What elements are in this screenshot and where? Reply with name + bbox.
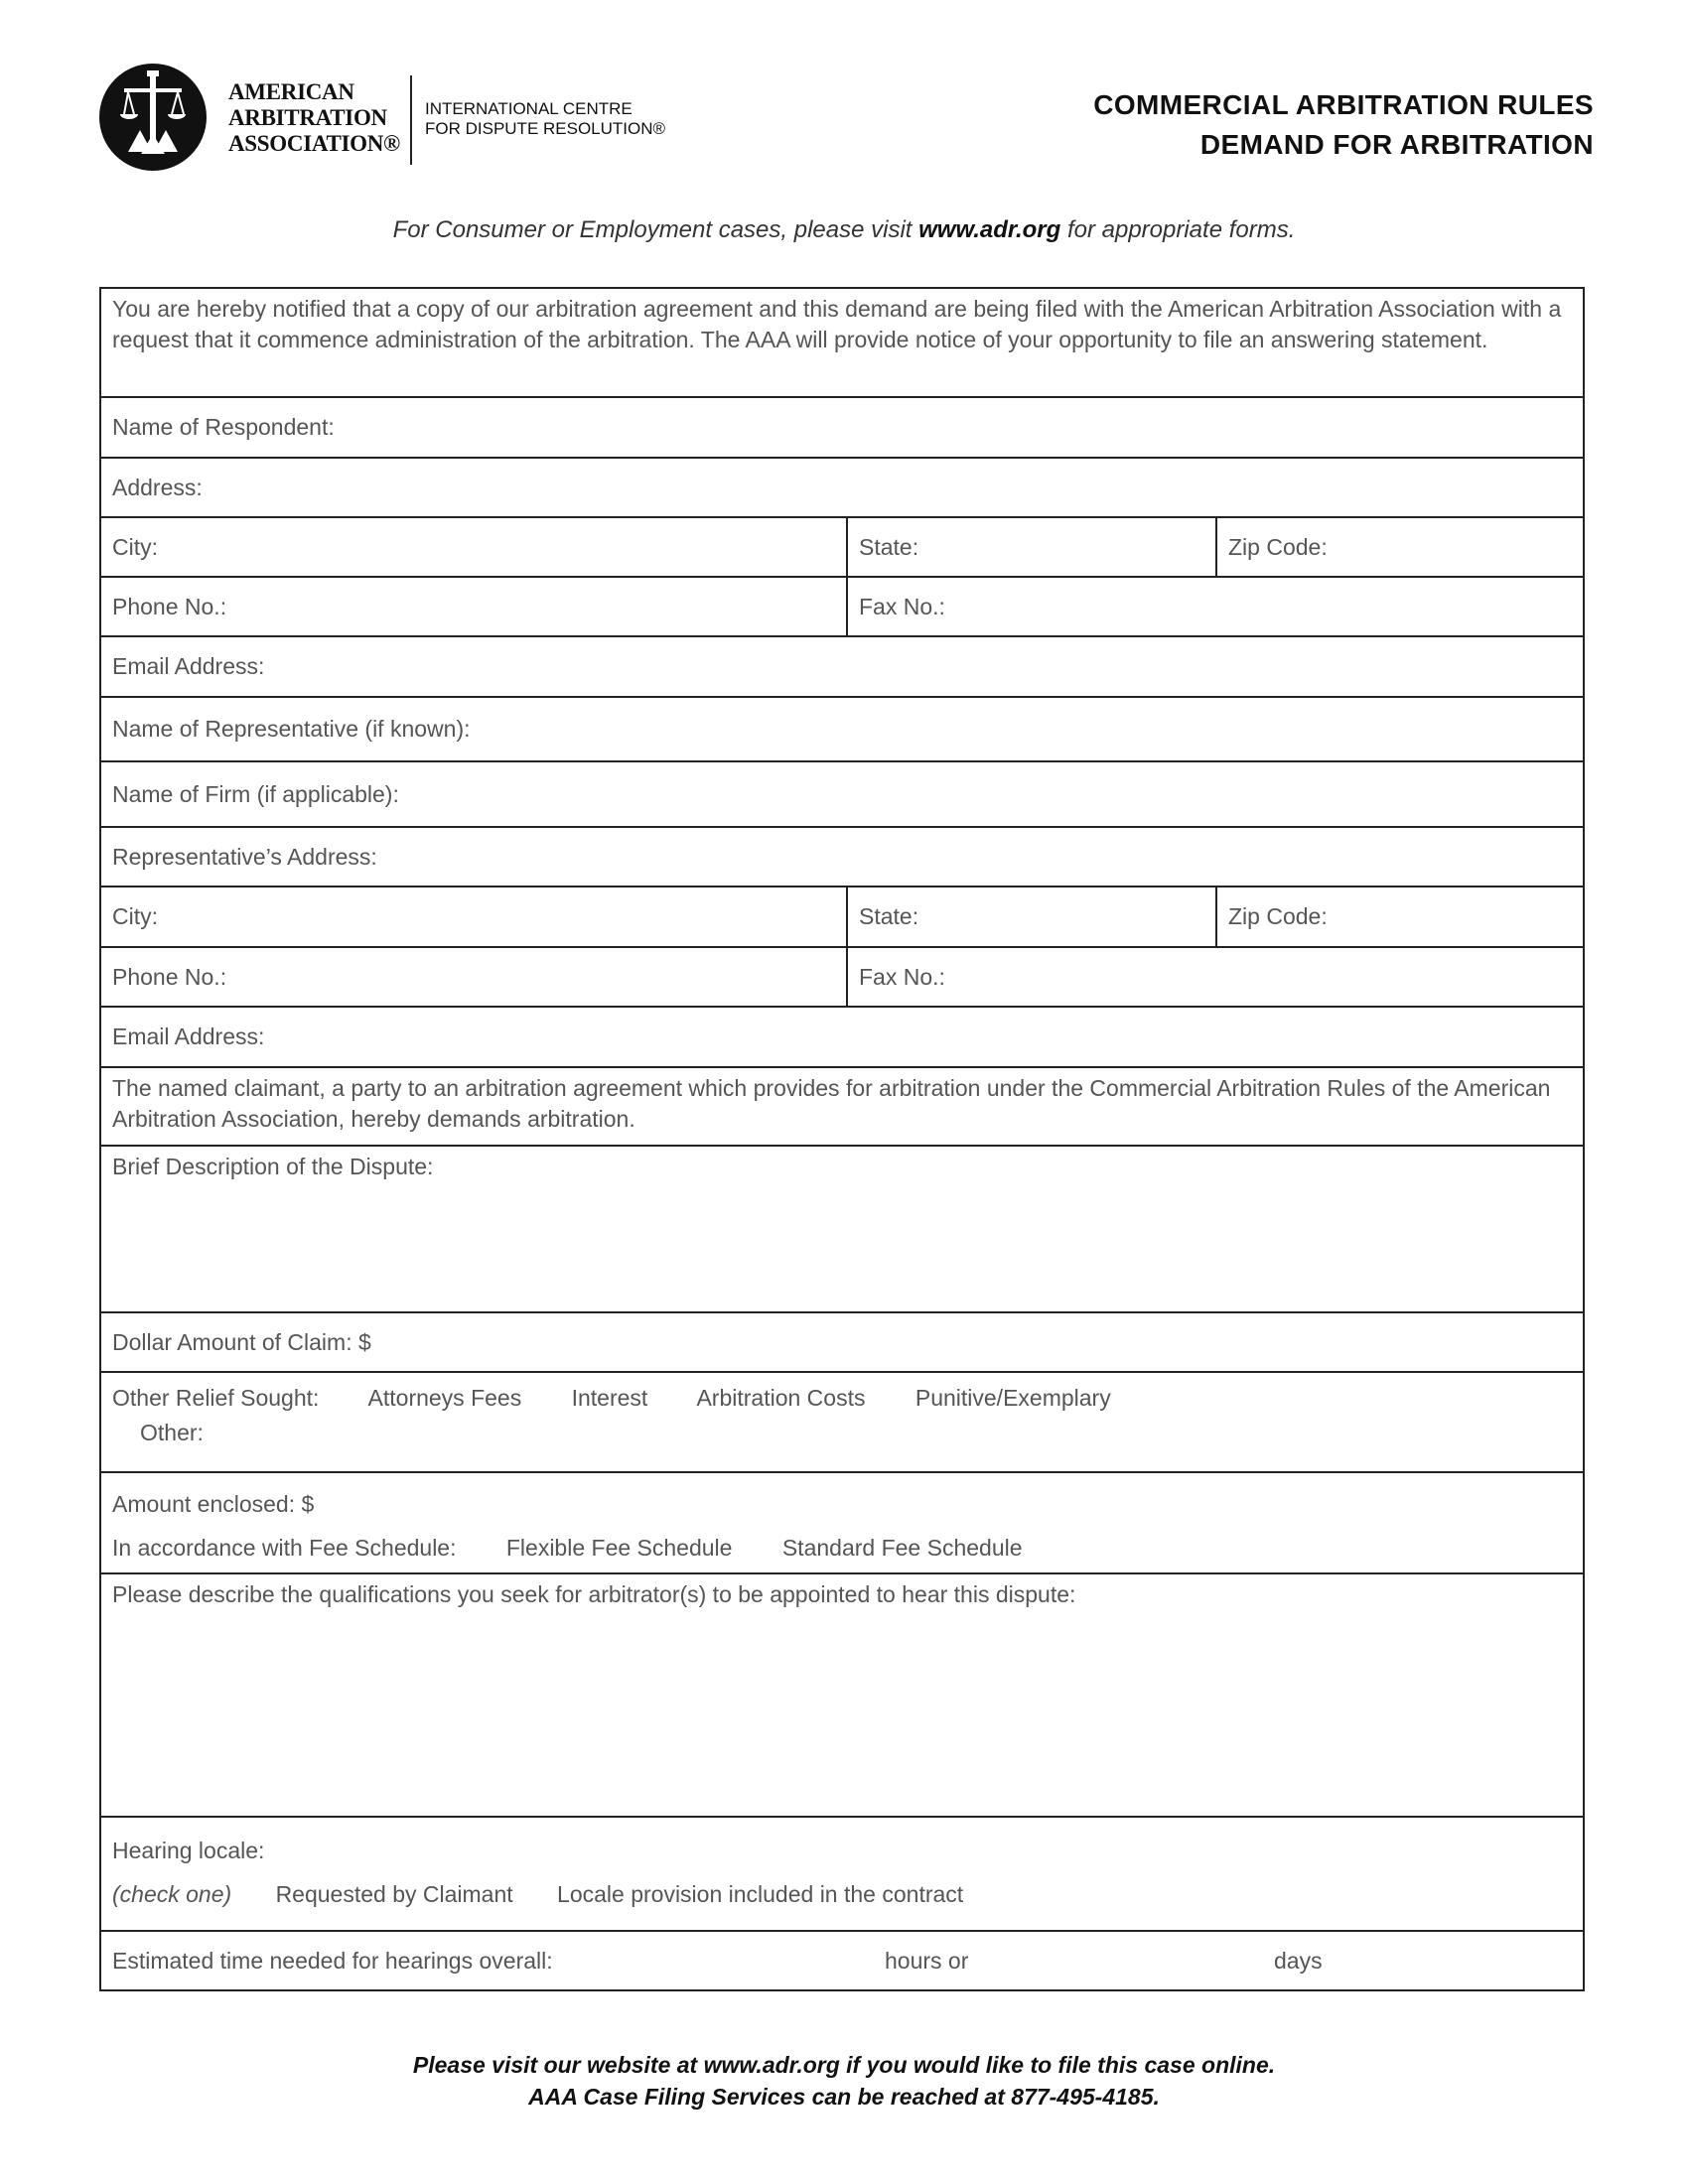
filing-services-contact: AAA Case Filing Services can be reached at 877-495-4185.: [528, 2084, 1160, 2110]
representative-phone-field[interactable]: Phone No.:: [112, 963, 227, 990]
other-relief-label: Other Relief Sought:: [112, 1385, 320, 1411]
hearing-locale-field[interactable]: Hearing locale:: [112, 1838, 265, 1863]
claimant-statement: The named claimant, a party to an arbitration agreement which provides for arbitration under the Commercial Arbitration Rules of the American Arbitration Association, hereby demands arbitration.: [101, 1066, 1583, 1145]
other-relief-field[interactable]: Other:: [140, 1420, 204, 1445]
representative-state-field[interactable]: State:: [846, 887, 1215, 946]
logo-divider: [410, 75, 412, 165]
respondent-phone-fax: [101, 576, 1583, 635]
online-filing-note: Please visit our website at www.adr.org if you would like to file this case online.: [412, 2052, 1276, 2078]
fee-schedule-label: In accordance with Fee Schedule:: [112, 1535, 457, 1561]
respondent-city-field[interactable]: City:: [112, 533, 158, 560]
representative-name-field[interactable]: Name of Representative (if known):: [101, 696, 1583, 760]
fee-option-standard[interactable]: Standard Fee Schedule: [781, 1535, 1023, 1561]
respondent-city-state-zip: [101, 516, 1583, 576]
icdr-name: INTERNATIONAL CENTRE FOR DISPUTE RESOLUTION®: [425, 99, 666, 138]
arbitrator-qualifications-field[interactable]: Please describe the qualifications you seek for arbitrator(s) to be appointed to hear this dispute:: [101, 1572, 1583, 1816]
representative-city-field[interactable]: City:: [112, 903, 158, 929]
estimated-time-label: Estimated time needed for hearings overall:: [112, 1947, 553, 1974]
relief-option-interest[interactable]: Interest: [571, 1385, 648, 1411]
respondent-phone-field[interactable]: Phone No.:: [112, 593, 227, 619]
respondent-fax-field[interactable]: Fax No.:: [846, 578, 1583, 635]
filing-footer: [0, 2049, 1688, 2113]
representative-zip-field[interactable]: Zip Code:: [1215, 887, 1583, 946]
organization-name: AMERICAN ARBITRATION ASSOCIATION®: [228, 79, 400, 156]
locale-option-contract[interactable]: Locale provision included in the contract: [557, 1881, 964, 1907]
adr-link[interactable]: www.adr.org: [918, 216, 1061, 243]
representative-city-state-zip: [101, 886, 1583, 946]
fee-section: [101, 1471, 1583, 1572]
dollar-amount-field[interactable]: Dollar Amount of Claim: $: [101, 1311, 1583, 1371]
representative-address-field[interactable]: Representative’s Address:: [101, 826, 1583, 886]
representative-phone-fax: [101, 946, 1583, 1006]
intro-statement: You are hereby notified that a copy of our arbitration agreement and this demand are being filed with the American Arbitration Association with a request that it commence administration of the arbitration. The AAA will provide notice of your opportunity to file an answering statement.: [112, 296, 1562, 352]
firm-name-field[interactable]: Name of Firm (if applicable):: [101, 760, 1583, 826]
check-one-hint: (check one): [112, 1881, 232, 1907]
demand-form: [99, 287, 1585, 1991]
relief-option-punitive-exemplary[interactable]: Punitive/Exemplary: [914, 1385, 1111, 1411]
hours-field[interactable]: hours or: [885, 1947, 969, 1974]
relief-option-attorneys-fees[interactable]: Attorneys Fees: [367, 1385, 522, 1411]
consumer-employment-notice: For Consumer or Employment cases, please visit www.adr.org for appropriate forms.: [392, 216, 1296, 243]
hearing-locale-section: [101, 1816, 1583, 1930]
representative-fax-field[interactable]: Fax No.:: [846, 948, 1583, 1006]
amount-enclosed-field[interactable]: Amount enclosed: $: [112, 1491, 315, 1517]
estimated-time-section: [101, 1930, 1583, 1989]
representative-email-field[interactable]: Email Address:: [101, 1006, 1583, 1066]
fee-option-flexible[interactable]: Flexible Fee Schedule: [505, 1535, 733, 1561]
respondent-email-field[interactable]: Email Address:: [101, 635, 1583, 696]
respondent-state-field[interactable]: State:: [846, 518, 1215, 576]
respondent-name-field[interactable]: Name of Respondent:: [101, 396, 1583, 457]
document-title: COMMERCIAL ARBITRATION RULES DEMAND FOR ARBITRATION: [1093, 89, 1594, 160]
other-relief-section: [101, 1371, 1583, 1471]
relief-option-arbitration-costs[interactable]: Arbitration Costs: [696, 1385, 866, 1411]
aaa-seal-logo: [98, 63, 208, 172]
respondent-address-field[interactable]: Address:: [101, 457, 1583, 516]
respondent-zip-field[interactable]: Zip Code:: [1215, 518, 1583, 576]
dispute-description-field[interactable]: Brief Description of the Dispute:: [101, 1145, 1583, 1311]
days-field[interactable]: days: [1274, 1947, 1323, 1974]
locale-option-claimant[interactable]: Requested by Claimant: [275, 1881, 513, 1907]
